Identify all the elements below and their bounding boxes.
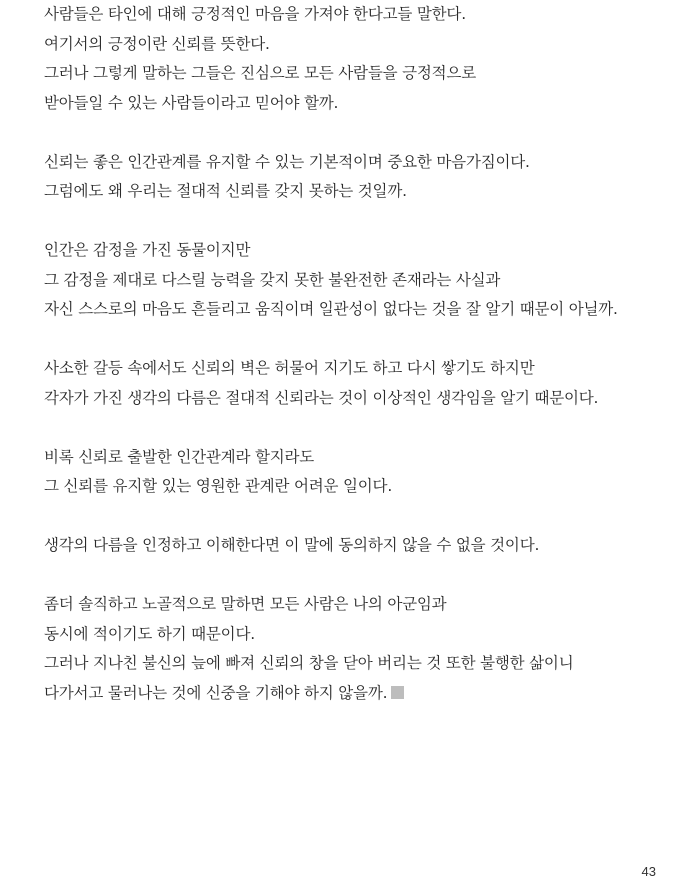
text-line: 사소한 갈등 속에서도 신뢰의 벽은 허물어 지기도 하고 다시 쌓기도 하지만 <box>44 359 535 377</box>
text-line: 신뢰는 좋은 인간관계를 유지할 수 있는 기본적이며 중요한 마음가짐이다. <box>44 152 530 171</box>
paragraph-7 <box>44 590 684 708</box>
text-line-last <box>44 679 684 709</box>
text-line: 생각의 다름을 인정하고 이해한다면 이 말에 동의하지 않을 수 없을 것이다. <box>44 536 540 554</box>
text-line: 그러나 그렇게 말하는 그들은 진심으로 모든 사람들을 긍정적으로 <box>44 64 476 82</box>
paragraph-1 <box>44 0 684 118</box>
text-line: 그럼에도 왜 우리는 절대적 신뢰를 갖지 못하는 것일까. <box>44 182 407 200</box>
paragraph-6 <box>44 531 684 561</box>
text-line: 그 신뢰를 유지할 있는 영원한 관계란 어려운 일이다. <box>44 477 393 495</box>
paragraph-gap <box>44 561 684 591</box>
text-line: 여기서의 긍정이란 신뢰를 뜻한다. <box>44 34 270 53</box>
text-line: 그러나 지나친 불신의 늪에 빠져 신뢰의 창을 닫아 버리는 것 또한 불행한 삶이니 <box>44 654 574 672</box>
text-line: 각자가 가진 생각의 다름은 절대적 신뢰라는 것이 이상적인 생각임을 알기 때문이다. <box>44 388 599 407</box>
paragraph-3 <box>44 236 684 325</box>
text-line-text: 다가서고 물러나는 것에 신중을 기해야 하지 않을까. <box>44 683 388 702</box>
text-line: 비록 신뢰로 출발한 인간관계라 할지라도 <box>44 447 315 466</box>
text-line: 사람들은 타인에 대해 긍정적인 마음을 가져야 한다고들 말한다. <box>44 5 466 23</box>
paragraph-gap <box>44 502 684 532</box>
essay-body <box>44 0 684 708</box>
text-line: 인간은 감정을 가진 동물이지만 <box>44 241 251 259</box>
text-line: 좀더 솔직하고 노골적으로 말하면 모든 사람은 나의 아군임과 <box>44 595 447 613</box>
page-number: 43 <box>641 864 656 879</box>
paragraph-4 <box>44 354 684 413</box>
paragraph-gap <box>44 413 684 443</box>
paragraph-5 <box>44 443 684 502</box>
end-mark-icon <box>391 686 404 699</box>
paragraph-gap <box>44 118 684 148</box>
text-line: 자신 스스로의 마음도 흔들리고 움직이며 일관성이 없다는 것을 잘 알기 때문이 아닐까. <box>44 300 618 318</box>
text-line: 동시에 적이기도 하기 때문이다. <box>44 624 255 643</box>
text-line: 그 감정을 제대로 다스릴 능력을 갖지 못한 불완전한 존재라는 사실과 <box>44 270 501 289</box>
paragraph-2 <box>44 148 684 207</box>
paragraph-gap <box>44 325 684 355</box>
text-line: 받아들일 수 있는 사람들이라고 믿어야 할까. <box>44 93 339 112</box>
paragraph-gap <box>44 207 684 237</box>
